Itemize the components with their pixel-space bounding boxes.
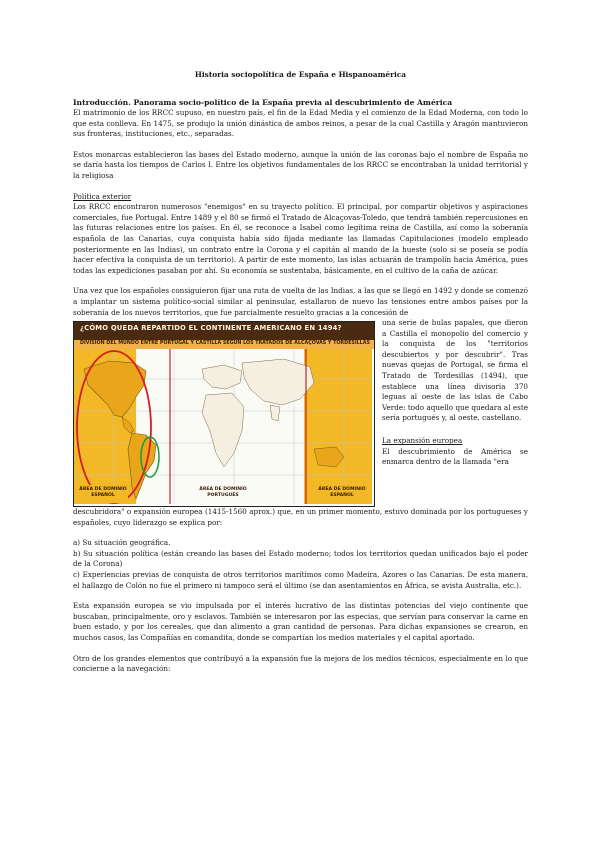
- label-portugal-center: ÁREA DE DOMINIO PORTUGUÉS: [199, 487, 247, 498]
- map-side-text: [382, 318, 528, 507]
- label-spain-left: ÁREA DE DOMINIO ESPAÑOL: [79, 487, 127, 498]
- map-figure: [73, 321, 375, 507]
- side-paragraph-2: El descubrimiento de América se enmarca dentro de la llamada "era: [382, 446, 528, 467]
- intro-heading: Introducción. Panorama socio-político de la España previa al descubrimiento de América: [73, 98, 453, 107]
- side-paragraph-1: una serie de bulas papales, que dieron a Castilla el monopolio del comercio y la conquista de los "territorios descubiertos y por descubrir". Tras nuevas quejas de Portugal, se firma el Tratado de Tordesillas (1494), que establece una línea divisoria 370 leguas al oeste de las islas de Cabo Verde: todo aquello que quedara al este sería portugués y, al oeste, castellano.: [382, 318, 528, 423]
- expansion-paragraph-3: Otro de los grandes elementos que contribuyó a la expansión fue la mejora de los medios técnicos, especialmente en lo que concierne a la navegación:: [73, 653, 528, 674]
- intro-paragraph-1: El matrimonio de los RRCC supuso, en nuestro país, el fin de la Edad Media y el comienzo de la Edad Moderna, con todo lo que esta conlleva. En 1475, se produjo la unión dinástica de ambos reinos, a pesar de la cual Castilla y Aragón mantuvieron sus fronteras, instituciones, etc., separadas.: [73, 108, 528, 139]
- map-subtitle: DIVISIÓN DEL MUNDO ENTRE PORTUGAL Y CASTILLA SEGÚN LOS TRATADOS DE ALCAÇOVAS Y TORDESILLAS: [74, 340, 374, 349]
- intro-paragraph-2: Estos monarcas establecieron las bases del Estado moderno, aunque la unión de las coronas bajo el nombre de España no se daría hasta los tiempos de Carlos I. Entre los objetivos fundamentales de los RRCC se encontraban la unidad territorial y la religiosa: [73, 149, 528, 180]
- spain-area-right: [304, 349, 372, 504]
- politica-exterior-heading: Política exterior: [73, 191, 132, 201]
- map-and-text-row: [73, 318, 528, 507]
- politica-paragraph-1: Los RRCC encontraron numerosos "enemigos" en su trayecto político. El principal, por compartir objetivos y aspiraciones comerciales, fue Portugal. Entre 1489 y el 80 se firmó el Tratado de Alcaçovas-Toledo, que tendrá también repercusiones en las futuras relaciones entre los países. En él, se reconoce a Isabel como legítima reina de Castilla, así como la soberanía española de las Canarias, cuya conquista había sido fijada mediante las llamadas Capitulaciones (modelo empleado posteriormente en las Indias), un contrato entre la Corona y el capitán al mando de la hueste (solo si se poseía se podía hacer efectiva la conquista de un territorio). A partir de este momento, las islas actuarán de trampolín hacia América, pues todas las expediciones pasaban por ahí. Su economía se sustentaba, básicamente, en el cultivo de la caña de azúcar.: [73, 202, 528, 275]
- map-title: ¿CÓMO QUEDA REPARTIDO EL CONTINENTE AMERICANO EN 1494?: [74, 322, 374, 340]
- expansion-paragraph-1: descubridora" o expansión europea (1415-1560 aprox.) que, en un primer momento, estuvo dominada por los portugueses y españoles, cuyo liderazgo se explica por:: [73, 507, 528, 527]
- list-item-b: b) Su situación política (están creando las bases del Estado moderno; todos los territorios quedan unificados bajo el poder de la Corona): [73, 548, 528, 569]
- label-spain-right: ÁREA DE DOMINIO ESPAÑOL: [318, 487, 366, 498]
- politica-paragraph-2: Una vez que los españoles consiguieron fijar una ruta de vuelta de las Indias, a las que se llegó en 1492 y donde se comenzó a implantar un sistema político-social similar al peninsular, estallaron de nuevo las tensiones entre ambos países por la soberanía de los nuevos territorios, que fue parcialmente resuelto gracias a la concesión de: [73, 286, 528, 317]
- list-item-c: c) Experiencias previas de conquista de otros territorios marítimos como Madeira, Azores o las Canarias. De esta manera, el hallazgo de Colón no fue el primero ni tampoco será el último (se dan asentamientos en África, se avista Australia, etc.).: [73, 570, 528, 590]
- expansion-heading: La expansión europea: [382, 436, 463, 446]
- expansion-paragraph-2: Esta expansión europea se vio impulsada por el interés lucrativo de las distintas potencias del viejo continente que buscaban, principalmente, oro y esclavos. También se interesaron por las especias, que servían para conservar la carne en buen estado, y por los cereales, que dan alimento a gran cantidad de personas. Para dichas expansiones se crearon, en muchos casos, las Compañías en comandita, donde se compartían los medios materiales y el capital aportado.: [73, 601, 528, 643]
- list-item-a: a) Su situación geográfica.: [73, 538, 171, 548]
- document-body: [73, 70, 528, 675]
- world-map: [74, 349, 372, 504]
- document-title: Historia sociopolítica de España e Hispanoamérica: [194, 70, 407, 79]
